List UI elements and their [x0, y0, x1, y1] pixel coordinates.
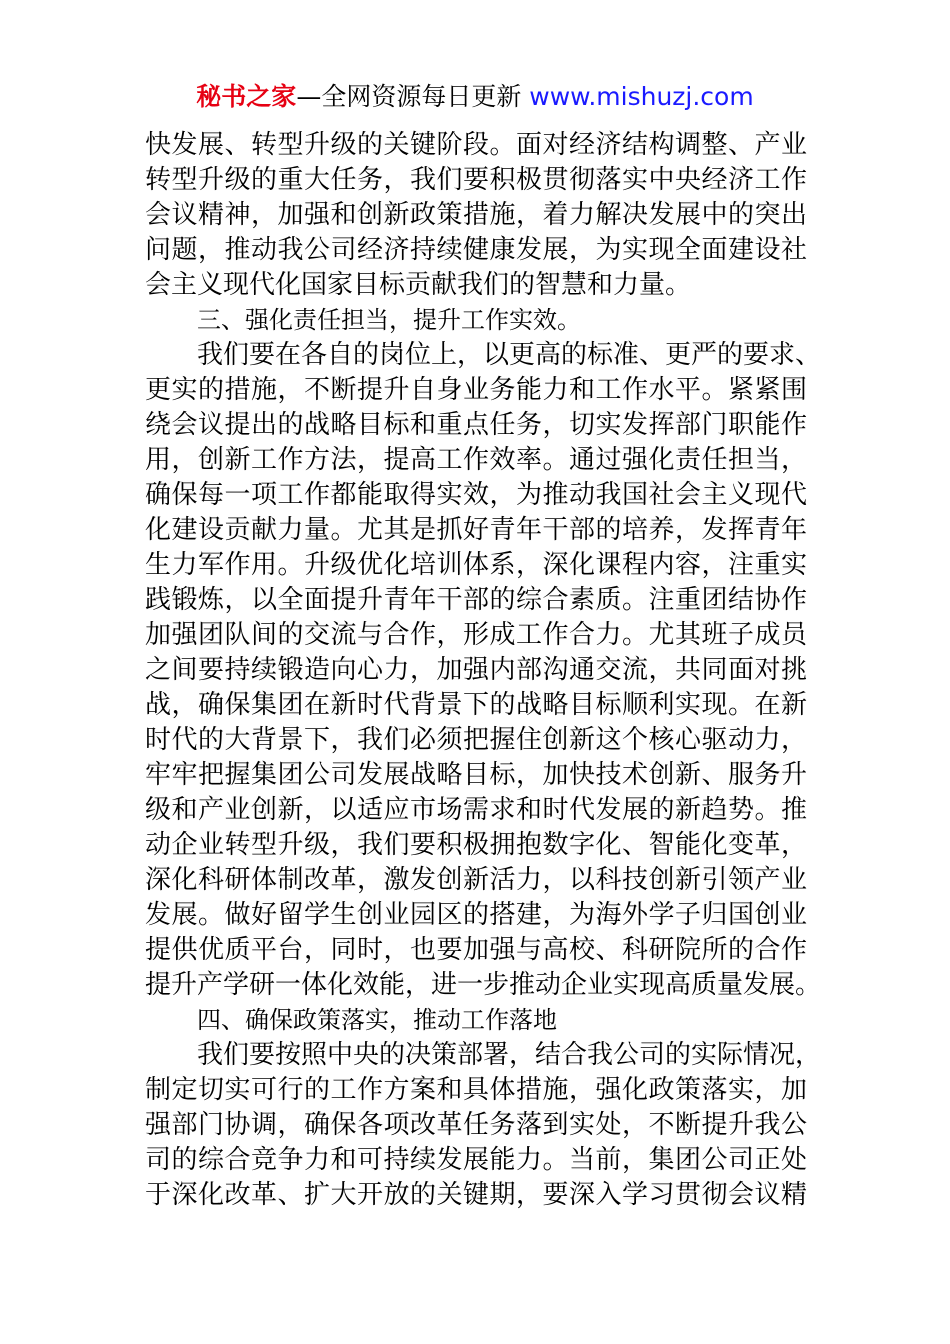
text-line: 提供优质平台，同时，也要加强与高校、科研院所的合作: [145, 935, 807, 965]
document-body: [145, 128, 822, 1213]
text-line: 牢牢把握集团公司发展战略目标，加快技术创新、服务升: [145, 760, 807, 790]
text-line: 级和产业创新，以适应市场需求和时代发展的新趋势。推: [145, 795, 807, 825]
site-header: [0, 80, 950, 114]
text-line: 绕会议提出的战略目标和重点任务，切实发挥部门职能作: [145, 410, 807, 440]
text-line: 化建设贡献力量。尤其是抓好青年干部的培养，发挥青年: [145, 515, 807, 545]
text-line: 确保每一项工作都能取得实效，为推动我国社会主义现代: [145, 480, 807, 510]
text-line: 问题，推动我公司经济持续健康发展，为实现全面建设社: [145, 235, 807, 265]
text-line: 加强团队间的交流与合作，形成工作合力。尤其班子成员: [145, 620, 807, 650]
section-heading: 四、确保政策落实，推动工作落地: [197, 1006, 557, 1034]
text-line: 转型升级的重大任务，我们要积极贯彻落实中央经济工作: [145, 165, 807, 195]
text-line: 时代的大背景下，我们必须把握住创新这个核心驱动力，: [145, 725, 807, 755]
text-line: 践锻炼，以全面提升青年干部的综合素质。注重团结协作: [145, 585, 807, 615]
text-line: 发展。做好留学生创业园区的搭建，为海外学子归国创业: [145, 900, 807, 930]
site-url-link[interactable]: www.mishuzj.com: [529, 82, 754, 111]
text-line: 用，创新工作方法，提高工作效率。通过强化责任担当，: [145, 445, 807, 475]
site-tagline: —全网资源每日更新: [296, 82, 522, 111]
site-brand: 秘书之家: [196, 82, 297, 111]
text-line: 会主义现代化国家目标贡献我们的智慧和力量。: [145, 270, 692, 300]
text-line: 强部门协调，确保各项改革任务落到实处，不断提升我公: [145, 1110, 807, 1140]
text-line: 制定切实可行的工作方案和具体措施，强化政策落实，加: [145, 1075, 807, 1105]
text-line: 司的综合竞争力和可持续发展能力。当前，集团公司正处: [145, 1145, 807, 1175]
text-line: 生力军作用。升级优化培训体系，深化课程内容，注重实: [145, 550, 807, 580]
text-line: 我们要在各自的岗位上，以更高的标准、更严的要求、: [197, 340, 822, 370]
text-line: 提升产学研一体化效能，进一步推动企业实现高质量发展。: [145, 970, 822, 1000]
text-line: 之间要持续锻造向心力，加强内部沟通交流，共同面对挑: [145, 655, 807, 685]
text-line: 战，确保集团在新时代背景下的战略目标顺利实现。在新: [145, 690, 807, 720]
text-line: 于深化改革、扩大开放的关键期，要深入学习贯彻会议精: [145, 1180, 807, 1210]
text-line: 深化科研体制改革，激发创新活力，以科技创新引领产业: [145, 865, 807, 895]
text-line: 动企业转型升级，我们要积极拥抱数字化、智能化变革，: [145, 830, 807, 860]
text-line: 我们要按照中央的决策部署，结合我公司的实际情况，: [197, 1040, 822, 1070]
section-heading: 三、强化责任担当，提升工作实效。: [197, 306, 581, 334]
text-line: 更实的措施，不断提升自身业务能力和工作水平。紧紧围: [145, 375, 807, 405]
text-line: 快发展、转型升级的关键阶段。面对经济结构调整、产业: [145, 130, 807, 160]
text-line: 会议精神，加强和创新政策措施，着力解决发展中的突出: [145, 200, 807, 230]
